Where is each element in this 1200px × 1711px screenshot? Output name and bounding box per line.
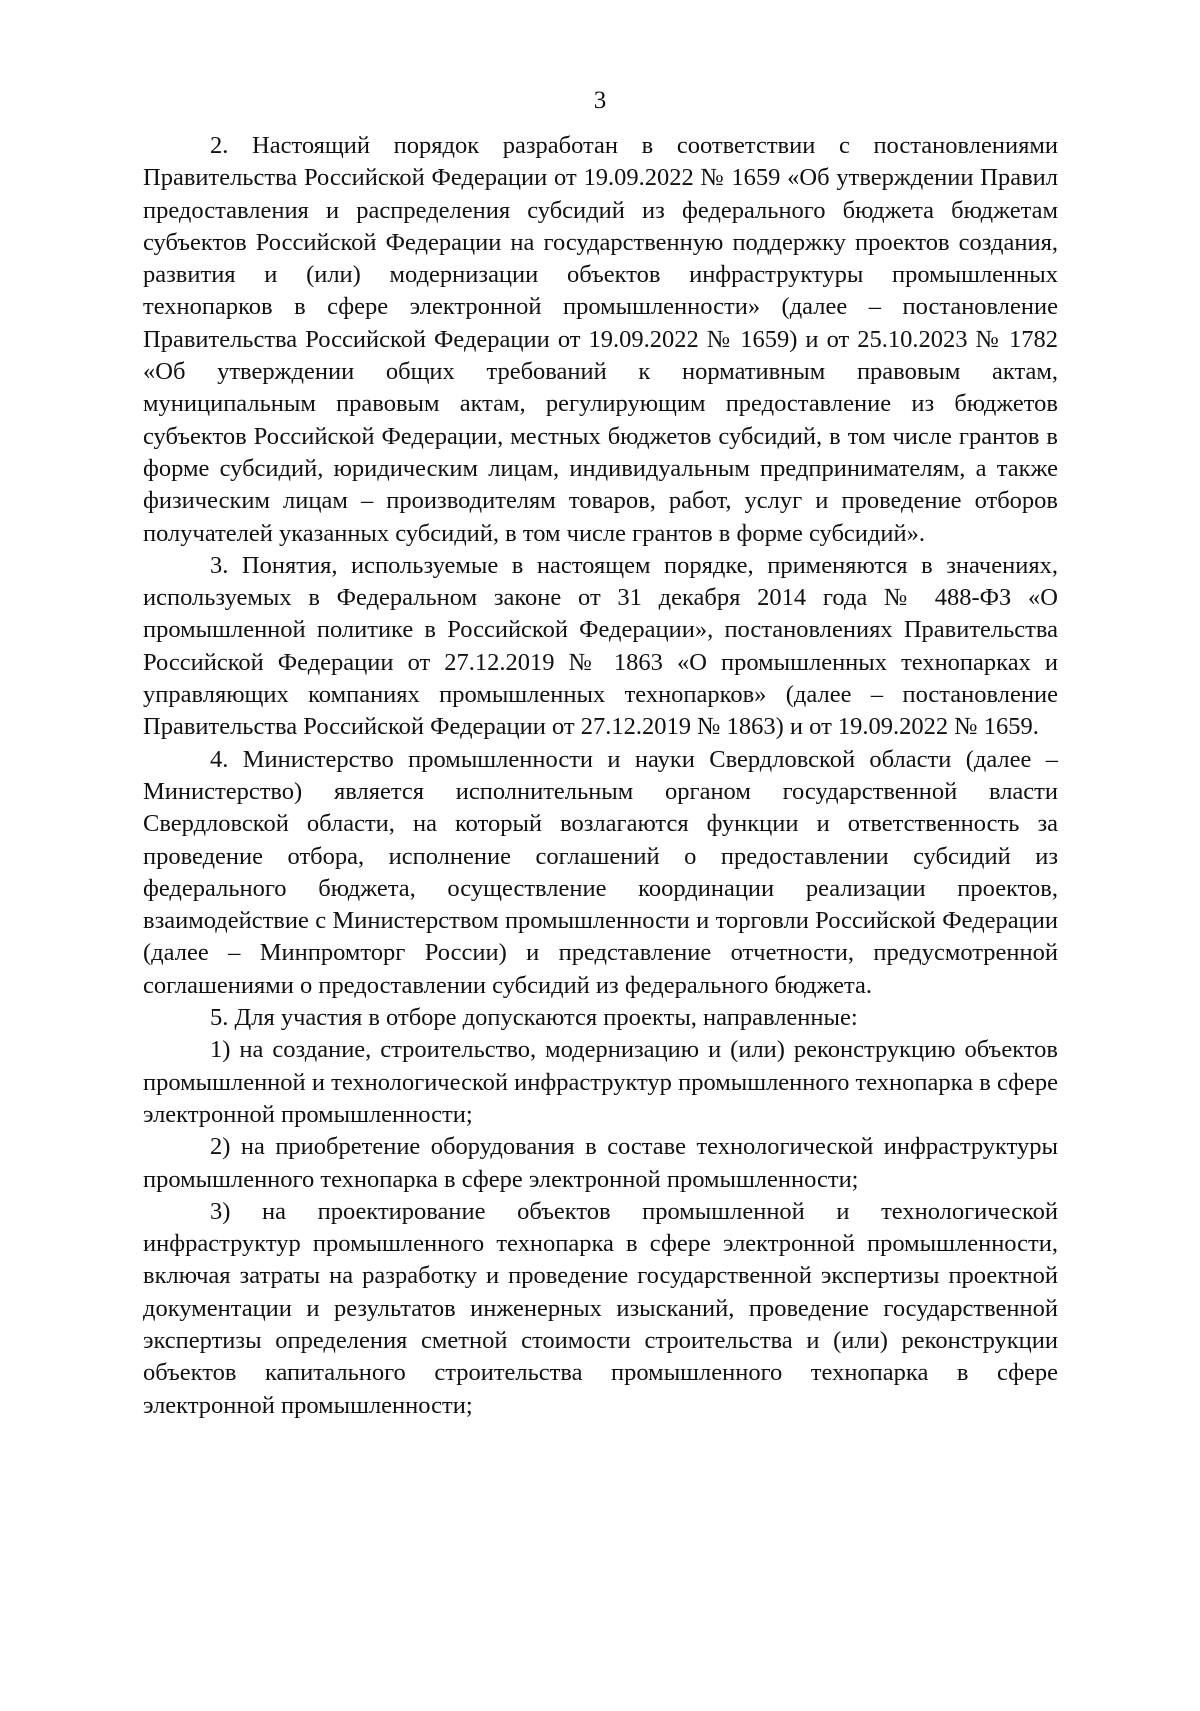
document-body [143, 130, 1058, 1422]
page-number: 3 [593, 87, 607, 114]
paragraph-3-definitions: 3. Понятия, используемые в настоящем порядке, применяются в значениях, используемых в Федеральном законе от 31 декабря 2014 года № 488-ФЗ «О промышленной политике в Российской Федерации», постановлениях Правительства Российской Федерации от 27.12.2019 № 1863 «О промышленных технопарках и управляющих компаниях промышленных технопарков» (далее – постановление Правительства Российской Федерации от 27.12.2019 № 1863) и от 19.09.2022 № 1659. [143, 551, 1058, 741]
paragraph-2-legal-basis: 2. Настоящий порядок разработан в соответствии с постановлениями Правительства Российской Федерации от 19.09.2022 № 1659 «Об утверждении Правил предоставления и распределения субсидий из федерального бюджета бюджетам субъектов Российской Федерации на государственную поддержку проектов создания, развития и (или) модернизации объектов инфраструктуры промышленных технопарков в сфере электронной промышленности» (далее – постановление Правительства Российской Федерации от 19.09.2022 № 1659) и от 25.10.2023 № 1782 «Об утверждении общих требований к нормативным правовым актам, муниципальным правовым актам, регулирующим предоставление из бюджетов субъектов Российской Федерации, местных бюджетов субсидий, в том числе грантов в форме субсидий, юридическим лицам, индивидуальным предпринимателям, а также физическим лицам – производителям товаров, работ, услуг и проведение отборов получателей указанных субсидий, в том числе грантов в форме субсидий». [143, 132, 1058, 547]
list-item-3-design: 3) на проектирование объектов промышленной и технологической инфраструктур промышленного технопарка в сфере электронной промышленности, включая затраты на разработку и проведение государственной экспертизы проектной документации и результатов инженерных изысканий, проведение государственной экспертизы определения сметной стоимости строительства и (или) реконструкции объектов капитального строительства промышленного технопарка в сфере электронной промышленности; [143, 1197, 1058, 1419]
list-item-2-equipment: 2) на приобретение оборудования в составе технологической инфраструктуры промышленного технопарка в сфере электронной промышленности; [143, 1133, 1058, 1193]
list-item-1-construction: 1) на создание, строительство, модернизацию и (или) реконструкцию объектов промышленной и технологической инфраструктур промышленного технопарка в сфере электронной промышленности; [143, 1036, 1058, 1128]
paragraph-5-eligible-projects: 5. Для участия в отборе допускаются проекты, направленные: [210, 1004, 858, 1032]
paragraph-4-ministry: 4. Министерство промышленности и науки Свердловской области (далее – Министерство) является исполнительным органом государственной власти Свердловской области, на который возлагаются функции и ответственность за проведение отбора, исполнение соглашений о предоставлении субсидий из федерального бюджета, осуществление координации реализации проектов, взаимодействие с Министерством промышленности и торговли Российской Федерации (далее – Минпромторг России) и представление отчетности, предусмотренной соглашениями о предоставлении субсидий из федерального бюджета. [143, 745, 1058, 999]
